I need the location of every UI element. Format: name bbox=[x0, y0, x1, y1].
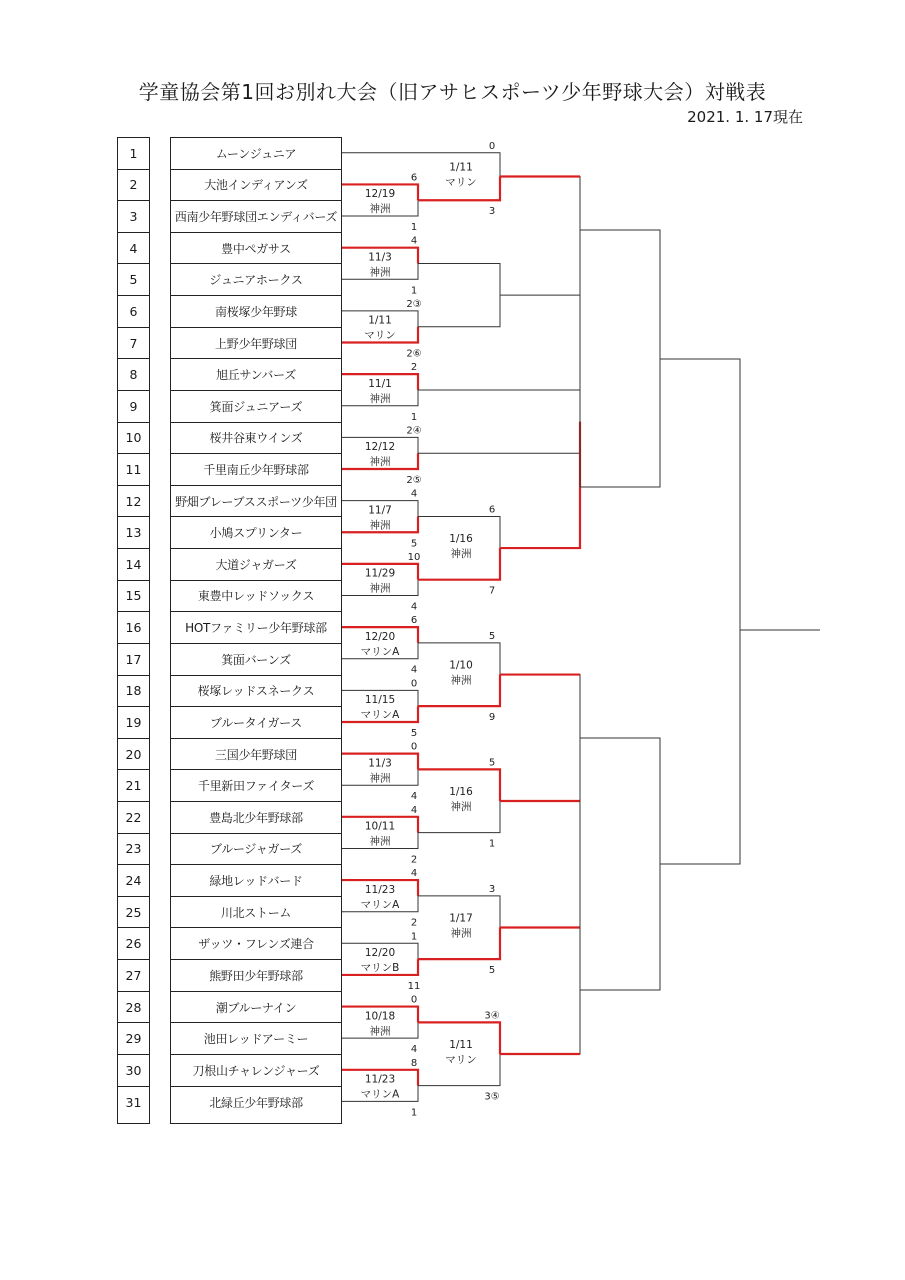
match-line bbox=[500, 177, 580, 296]
winner-line bbox=[500, 422, 580, 548]
score: 2⑥ bbox=[406, 348, 422, 360]
match-venue: 神洲 bbox=[369, 456, 391, 469]
page-title: 学童協会第1回お別れ大会（旧アサヒスポーツ少年野球大会）対戦表 bbox=[138, 80, 767, 104]
team-name: 大池インディアンズ bbox=[171, 170, 341, 202]
team-name: 北緑丘少年野球部 bbox=[209, 1095, 303, 1110]
seed-number: 27 bbox=[118, 960, 149, 992]
winner-line bbox=[500, 928, 580, 1054]
match-venue: 神洲 bbox=[450, 674, 472, 687]
seed-number: 18 bbox=[118, 676, 149, 708]
score: 4 bbox=[410, 791, 418, 803]
match-line bbox=[418, 263, 500, 326]
seed-number: 11 bbox=[118, 454, 149, 486]
seed-number: 22 bbox=[118, 802, 149, 834]
team-name: 上野少年野球団 bbox=[171, 328, 341, 360]
match-date: 1/16 bbox=[449, 533, 473, 546]
score: 1 bbox=[410, 222, 418, 234]
match-venue: 神洲 bbox=[450, 801, 472, 814]
match-date: 11/1 bbox=[368, 377, 392, 390]
match-venue: 神洲 bbox=[369, 392, 391, 405]
team-name: 東豊中レッドソックス bbox=[171, 581, 341, 613]
seed-number: 12 bbox=[118, 486, 149, 518]
seed-number: 31 bbox=[125, 1094, 142, 1110]
match-date: 12/20 bbox=[364, 947, 396, 960]
seed-number: 28 bbox=[118, 992, 149, 1024]
score: 6 bbox=[410, 172, 418, 184]
seed-number: 21 bbox=[118, 770, 149, 802]
team-name: 西南少年野球団エンディバーズ bbox=[171, 201, 341, 233]
team-name: 箕面バーンズ bbox=[171, 644, 341, 676]
team-name: 旭丘サンバーズ bbox=[171, 359, 341, 391]
match-date: 11/23 bbox=[364, 883, 396, 896]
score: 4 bbox=[410, 804, 418, 816]
score: 4 bbox=[410, 235, 418, 247]
score: 11 bbox=[407, 980, 421, 992]
match-venue: 神洲 bbox=[369, 203, 391, 216]
seed-number: 5 bbox=[118, 264, 149, 296]
score: 2 bbox=[410, 854, 418, 866]
seed-number: 20 bbox=[118, 739, 149, 771]
seed-number: 29 bbox=[118, 1023, 149, 1055]
team-name: 豊島北少年野球部 bbox=[171, 802, 341, 834]
score: 9 bbox=[488, 712, 496, 724]
match-date: 11/3 bbox=[368, 251, 392, 264]
score: 0 bbox=[488, 140, 496, 152]
match-venue: マリンB bbox=[360, 962, 400, 975]
score: 2③ bbox=[406, 298, 422, 310]
team-name: 桜塚レッドスネークス bbox=[171, 676, 341, 708]
seed-number: 4 bbox=[118, 233, 149, 265]
team-name: 豊中ペガサス bbox=[171, 233, 341, 265]
score: 4 bbox=[410, 488, 418, 500]
team-name: 緑地レッドバード bbox=[171, 865, 341, 897]
match-venue: 神洲 bbox=[369, 266, 391, 279]
team-name: 潮ブルーナイン bbox=[171, 992, 341, 1024]
winner-line bbox=[500, 675, 580, 801]
score: 4 bbox=[410, 1044, 418, 1056]
match-venue: 神洲 bbox=[450, 927, 472, 940]
match-venue: 神洲 bbox=[369, 772, 391, 785]
team-name: 桜井谷東ウインズ bbox=[171, 423, 341, 455]
score: 5 bbox=[488, 630, 496, 642]
team-name: 小鳩スプリンター bbox=[171, 517, 341, 549]
team-name: 大道ジャガーズ bbox=[171, 549, 341, 581]
score: 4 bbox=[410, 664, 418, 676]
team-name: 川北ストーム bbox=[171, 897, 341, 929]
score: 4 bbox=[410, 868, 418, 880]
team-name: ブルータイガース bbox=[171, 707, 341, 739]
as-of-date: 2021. 1. 17現在 bbox=[687, 108, 803, 126]
score: 3④ bbox=[484, 1010, 500, 1022]
score: 5 bbox=[410, 538, 418, 550]
seed-number: 1 bbox=[118, 138, 149, 170]
team-name: ジュニアホークス bbox=[171, 264, 341, 296]
score: 6 bbox=[410, 615, 418, 627]
seed-number: 25 bbox=[118, 897, 149, 929]
match-venue: マリン bbox=[445, 1053, 477, 1066]
semifinal-line bbox=[580, 738, 660, 990]
score: 8 bbox=[410, 1057, 418, 1069]
team-name: 野畑ブレーブススポーツ少年団 bbox=[171, 486, 341, 518]
score: 6 bbox=[488, 504, 496, 516]
team-name: 南桜塚少年野球 bbox=[171, 296, 341, 328]
match-date: 10/18 bbox=[364, 1010, 396, 1023]
seed-number: 9 bbox=[118, 391, 149, 423]
score: 0 bbox=[410, 678, 418, 690]
score: 1 bbox=[488, 838, 496, 850]
seed-number: 30 bbox=[118, 1055, 149, 1087]
match-venue: 神洲 bbox=[450, 548, 472, 561]
match-date: 11/3 bbox=[368, 757, 392, 770]
score: 1 bbox=[410, 285, 418, 297]
seed-number: 15 bbox=[118, 581, 149, 613]
match-date: 1/11 bbox=[449, 161, 473, 174]
match-line bbox=[342, 153, 500, 177]
seed-number: 26 bbox=[118, 929, 149, 961]
match-date: 12/19 bbox=[364, 188, 396, 201]
seed-number: 8 bbox=[118, 359, 149, 391]
seed-number: 24 bbox=[118, 865, 149, 897]
team-name: 千里南丘少年野球部 bbox=[171, 454, 341, 486]
seed-number: 10 bbox=[118, 423, 149, 455]
match-venue: 神洲 bbox=[369, 582, 391, 595]
semifinal-line bbox=[580, 230, 660, 487]
match-date: 1/16 bbox=[449, 786, 473, 799]
seed-number: 23 bbox=[118, 834, 149, 866]
seed-number: 3 bbox=[118, 201, 149, 233]
team-name: 千里新田ファイターズ bbox=[171, 770, 341, 802]
score: 5 bbox=[410, 727, 418, 739]
seed-number: 7 bbox=[118, 328, 149, 360]
score: 0 bbox=[410, 994, 418, 1006]
team-name: 箕面ジュニアーズ bbox=[171, 391, 341, 423]
score: 5 bbox=[488, 757, 496, 769]
seed-number: 6 bbox=[118, 296, 149, 328]
match-date: 11/15 bbox=[364, 694, 396, 707]
match-line bbox=[500, 675, 580, 801]
match-venue: マリンA bbox=[360, 645, 400, 658]
match-venue: マリンA bbox=[360, 1088, 400, 1101]
match-venue: 神洲 bbox=[369, 835, 391, 848]
match-venue: 神洲 bbox=[369, 1025, 391, 1038]
score: 1 bbox=[410, 1107, 418, 1119]
match-venue: マリンA bbox=[360, 898, 400, 911]
seed-number: 14 bbox=[118, 549, 149, 581]
seed-number: 16 bbox=[118, 612, 149, 644]
score: 3 bbox=[488, 883, 496, 895]
team-name: HOTファミリー少年野球部 bbox=[171, 612, 341, 644]
score: 2 bbox=[410, 362, 418, 374]
match-date: 1/10 bbox=[449, 659, 473, 672]
team-name: ブルージャガーズ bbox=[171, 834, 341, 866]
match-date: 12/20 bbox=[364, 630, 396, 643]
match-date: 1/11 bbox=[368, 314, 392, 327]
score: 3⑤ bbox=[484, 1091, 500, 1103]
score: 1 bbox=[410, 931, 418, 943]
match-venue: マリン bbox=[445, 176, 477, 189]
match-date: 1/17 bbox=[449, 912, 473, 925]
match-date: 12/12 bbox=[364, 441, 396, 454]
team-name: 池田レッドアーミー bbox=[171, 1023, 341, 1055]
score: 0 bbox=[410, 741, 418, 753]
seed-number: 17 bbox=[118, 644, 149, 676]
match-date: 1/11 bbox=[449, 1038, 473, 1051]
final-line bbox=[660, 359, 740, 864]
score: 7 bbox=[488, 585, 496, 597]
team-name: ムーンジュニア bbox=[171, 138, 341, 170]
seed-number: 13 bbox=[118, 517, 149, 549]
match-date: 10/11 bbox=[364, 820, 396, 833]
match-venue: マリンA bbox=[360, 709, 400, 722]
seed-number: 19 bbox=[118, 707, 149, 739]
score: 1 bbox=[410, 411, 418, 423]
match-date: 11/29 bbox=[364, 567, 396, 580]
score: 5 bbox=[488, 965, 496, 977]
score: 3 bbox=[488, 206, 496, 218]
seed-number: 2 bbox=[118, 170, 149, 202]
match-venue: 神洲 bbox=[369, 519, 391, 532]
match-line bbox=[418, 390, 580, 453]
score: 4 bbox=[410, 601, 418, 613]
team-name: 刀根山チャレンジャーズ bbox=[171, 1055, 341, 1087]
score: 2 bbox=[410, 917, 418, 929]
score: 2④ bbox=[406, 425, 422, 437]
match-date: 11/23 bbox=[364, 1073, 396, 1086]
team-name: 三国少年野球団 bbox=[171, 739, 341, 771]
match-line bbox=[500, 928, 580, 1054]
match-date: 11/7 bbox=[368, 504, 392, 517]
match-venue: マリン bbox=[364, 329, 396, 342]
score: 2⑤ bbox=[406, 475, 422, 487]
team-name: ザッツ・フレンズ連合 bbox=[171, 929, 341, 961]
team-name: 熊野田少年野球部 bbox=[171, 960, 341, 992]
score: 10 bbox=[407, 551, 421, 563]
